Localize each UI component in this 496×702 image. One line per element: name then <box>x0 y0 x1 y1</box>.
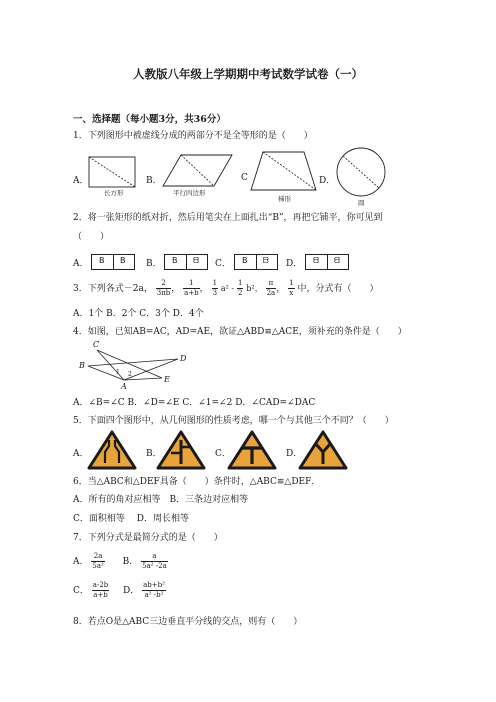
q4-angle-1: 1 <box>116 369 120 376</box>
q2-label-b: B． <box>146 259 162 269</box>
q3-fraction-3: $\frac{1}{3}$ <box>212 279 218 297</box>
q3-options: A．1个 B．2个 C．3个 D．4个 <box>73 309 204 319</box>
q1-label-b: B． <box>146 176 162 186</box>
q7-row-ab <box>73 552 168 572</box>
q5-label-d: D． <box>286 449 303 459</box>
question-6-stem: 6．当△ABC和△DEF具备（ ）条件时，△ABC≌△DEF． <box>73 477 321 487</box>
q2-box-d-left: ᗺ <box>313 256 319 265</box>
q2-box-b-right: ᗺ <box>193 256 199 265</box>
q5-label-b: B． <box>146 449 162 459</box>
q2-box-c-left: B <box>242 256 248 265</box>
q1-label-d: D． <box>319 176 336 186</box>
q6-options-row2: C．面积相等 D．周长相等 <box>73 514 189 524</box>
q7-fraction-a: $\frac{2a}{\text{5a²}}$ <box>92 552 104 570</box>
q1-label-a: A． <box>73 176 89 186</box>
q2-label-d: D． <box>286 259 303 269</box>
q7-label-a: A． <box>73 557 89 567</box>
q4-point-b: B <box>79 361 85 370</box>
question-2-stem-cont: （ ） <box>73 232 110 242</box>
section-heading: 一、选择题（每小题3分，共36分） <box>73 114 226 125</box>
question-2-stem: 2．将一张矩形的纸对折，然后用笔尖在上面扎出“B”，再把它铺平，你可见到 <box>73 213 383 223</box>
q1-caption-rectangle: 长方形 <box>104 189 124 197</box>
q2-label-c: C． <box>215 259 231 269</box>
q1-label-c: C <box>241 173 248 183</box>
question-4-stem: 4．如图，已知AB=AC，AD=AE，欲证△ABD≌△ACE，须补充的条件是（ ） <box>73 327 407 337</box>
q4-point-c: C <box>93 340 100 349</box>
q4-options: A．∠B=∠C B．∠D=∠E C．∠1=∠2 D．∠CAD=∠DAC <box>73 398 316 408</box>
q5-sign-a <box>89 432 135 468</box>
q4-point-a: A <box>121 382 127 391</box>
q2-box-a-left: B <box>99 256 105 265</box>
question-8-stem: 8．若点O是△ABC三边垂直平分线的交点，则有（ ） <box>73 617 303 627</box>
q3-prefix: 3．下列各式－2a， <box>73 284 153 294</box>
q4-point-d: D <box>180 354 187 363</box>
q2-box-c-right: ᗷ <box>263 256 269 265</box>
q3-fraction-5: $\frac{\pi}{2a}$ <box>266 279 276 297</box>
question-1-stem: 1．下列图形中被虚线分成的两部分不是全等形的是（ ） <box>73 131 313 141</box>
q4-angle-2: 2 <box>128 371 132 378</box>
q1-caption-parallelogram: 平行四边形 <box>173 189 206 197</box>
question-7-stem: 7．下列分式是最简分式的是（ ） <box>73 533 223 543</box>
q3-mid-1: a² - <box>220 284 235 293</box>
q7-fraction-d: $\frac{\text{ab+b²}}{\text{a² -b²}}$ <box>143 581 165 599</box>
q2-box-d-right: ᗺ <box>334 256 340 265</box>
q1-caption-circle: 圆 <box>358 199 365 207</box>
question-5-stem: 5．下面四个图形中，从几何图形的性质考虑，哪一个与其他三个不同？（ ） <box>73 416 394 426</box>
q7-label-c: C． <box>73 586 89 596</box>
q7-row-cd <box>73 581 166 601</box>
q3-fraction-2: $\frac{1}{a+b}$ <box>184 279 199 297</box>
q7-fraction-c: $\frac{a-2b}{a+b}$ <box>92 581 109 599</box>
q7-label-b: B． <box>122 557 139 567</box>
q3-fraction-6: $\frac{1}{x}$ <box>289 279 294 297</box>
q5-label-a: A． <box>73 449 89 459</box>
q6-options-row1: A．所有的角对应相等 B．三条边对应相等 <box>73 495 249 505</box>
page-title: 人教版八年级上学期期中考试数学试卷（一） <box>133 67 363 81</box>
q3-fraction-1: $\frac{2}{3\pi b}$ <box>156 279 171 297</box>
q7-fraction-b: $\frac{a}{\text{5a² -2a}}$ <box>142 552 167 570</box>
q4-point-e: E <box>164 375 170 384</box>
q1-caption-trapezoid: 梯形 <box>278 195 291 203</box>
q2-label-a: A． <box>73 259 89 269</box>
q3-mid-2: b²， <box>246 284 263 293</box>
q2-box-a-right: B <box>120 256 126 265</box>
q7-label-d: D． <box>123 586 140 596</box>
q5-label-c: C． <box>215 449 231 459</box>
q3-fraction-4: $\frac{1}{2}$ <box>238 279 243 297</box>
q3-suffix: 中，分式有（ ） <box>297 284 379 294</box>
question-3-stem: 3．下列各式－2a， $\frac{2}{3\pi b}$ ， $\frac{1}{a+b}$ ， $\frac{1}{3}$ a² - $\frac{1}{2}$ b²， $\frac{\pi}{2a}$ ， $\frac{1}{x}$ 中，分式有（ ） <box>73 279 379 297</box>
q2-box-b-left: B <box>172 256 178 265</box>
